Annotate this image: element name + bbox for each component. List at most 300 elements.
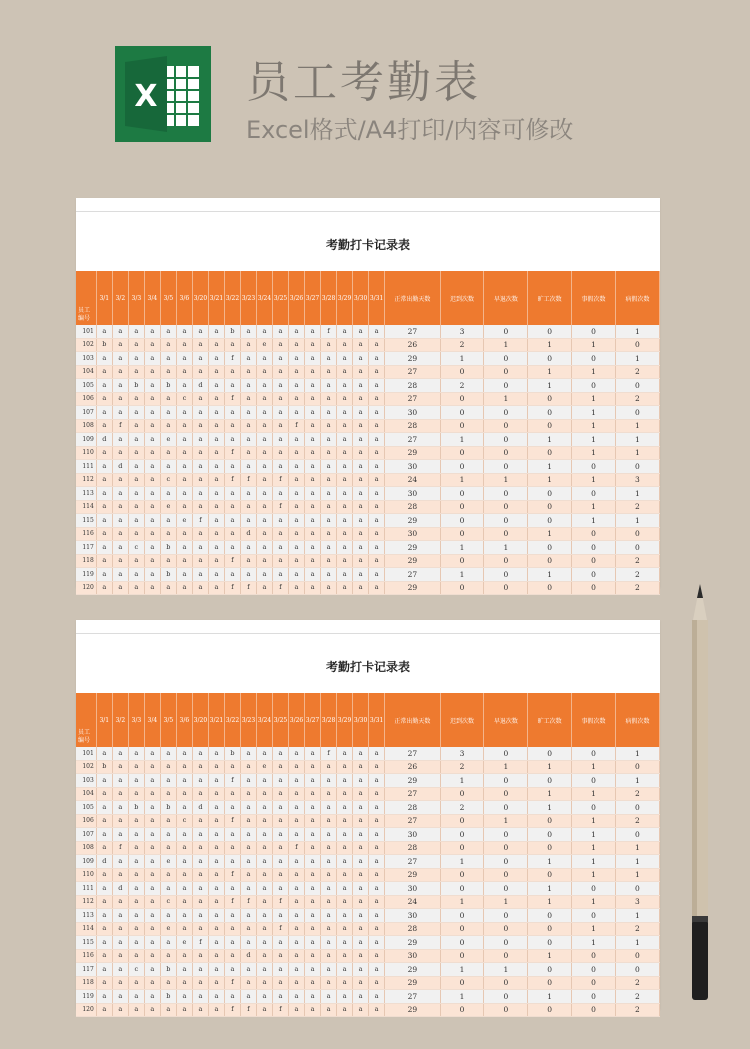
table-row [76, 554, 660, 568]
attendance-mark-cell: a [369, 814, 385, 828]
attendance-mark-cell: a [144, 828, 160, 842]
summary-count-cell: 0 [484, 568, 528, 582]
employee-id-cell: 101 [76, 325, 96, 338]
attendance-mark-cell: a [160, 936, 176, 950]
attendance-mark-cell: a [224, 909, 240, 923]
attendance-mark-cell: a [112, 976, 128, 990]
summary-count-cell: 3 [615, 895, 659, 909]
attendance-mark-cell: a [337, 774, 353, 788]
summary-count-cell: 1 [572, 473, 616, 487]
attendance-mark-cell: a [321, 909, 337, 923]
table-row [76, 747, 660, 760]
employee-id-cell: 117 [76, 541, 96, 555]
page-subtitle: Excel格式/A4打印/内容可修改 [246, 116, 574, 144]
summary-count-cell: 0 [484, 514, 528, 528]
attendance-mark-cell: a [176, 949, 192, 963]
summary-count-cell: 2 [440, 338, 484, 352]
attendance-mark-cell: a [353, 352, 369, 366]
attendance-mark-cell: a [337, 338, 353, 352]
attendance-mark-cell: a [224, 568, 240, 582]
summary-count-cell: 3 [440, 747, 484, 760]
attendance-mark-cell: a [176, 1003, 192, 1017]
attendance-mark-cell: a [272, 828, 288, 842]
summary-count-cell: 27 [385, 855, 441, 869]
attendance-mark-cell: a [305, 747, 321, 760]
header-summary: 事假次数 [572, 271, 616, 325]
attendance-mark-cell: a [144, 419, 160, 433]
employee-id-cell: 102 [76, 338, 96, 352]
summary-count-cell: 1 [528, 760, 572, 774]
attendance-mark-cell: a [160, 909, 176, 923]
attendance-mark-cell: a [353, 568, 369, 582]
attendance-mark-cell: f [288, 841, 304, 855]
attendance-mark-cell: b [224, 325, 240, 338]
summary-count-cell: 27 [385, 392, 441, 406]
table-row [76, 774, 660, 788]
attendance-mark-cell: a [256, 963, 272, 977]
attendance-mark-cell: a [240, 406, 256, 420]
attendance-mark-cell: a [112, 446, 128, 460]
summary-count-cell: 0 [484, 446, 528, 460]
attendance-mark-cell: a [240, 868, 256, 882]
summary-count-cell: 0 [615, 338, 659, 352]
attendance-mark-cell: b [160, 379, 176, 393]
summary-count-cell: 29 [385, 868, 441, 882]
attendance-mark-cell: a [208, 487, 224, 501]
attendance-mark-cell: a [353, 801, 369, 815]
attendance-mark-cell: a [176, 976, 192, 990]
attendance-mark-cell: a [256, 433, 272, 447]
attendance-mark-cell: a [192, 868, 208, 882]
attendance-mark-cell: a [305, 774, 321, 788]
attendance-mark-cell: a [192, 1003, 208, 1017]
attendance-mark-cell: a [272, 814, 288, 828]
attendance-mark-cell: a [176, 868, 192, 882]
attendance-mark-cell: b [160, 990, 176, 1004]
attendance-mark-cell: a [144, 1003, 160, 1017]
attendance-mark-cell: a [288, 325, 304, 338]
summary-count-cell: 2 [440, 379, 484, 393]
summary-count-cell: 1 [572, 446, 616, 460]
summary-count-cell: 1 [572, 895, 616, 909]
attendance-mark-cell: a [353, 554, 369, 568]
attendance-mark-cell: a [337, 841, 353, 855]
header-date: 3/20 [192, 693, 208, 747]
attendance-mark-cell: a [256, 747, 272, 760]
attendance-mark-cell: a [305, 446, 321, 460]
summary-count-cell: 0 [572, 581, 616, 595]
summary-count-cell: 0 [572, 976, 616, 990]
attendance-mark-cell: a [192, 406, 208, 420]
attendance-mark-cell: a [224, 787, 240, 801]
attendance-mark-cell: a [321, 814, 337, 828]
excel-icon [115, 46, 211, 142]
attendance-mark-cell: a [176, 801, 192, 815]
attendance-mark-cell: a [288, 527, 304, 541]
summary-count-cell: 28 [385, 419, 441, 433]
attendance-mark-cell: a [321, 774, 337, 788]
attendance-mark-cell: a [208, 352, 224, 366]
attendance-mark-cell: b [128, 379, 144, 393]
attendance-mark-cell: a [369, 882, 385, 896]
attendance-mark-cell: a [305, 841, 321, 855]
attendance-mark-cell: f [224, 774, 240, 788]
attendance-mark-cell: a [256, 1003, 272, 1017]
attendance-mark-cell: a [369, 446, 385, 460]
summary-count-cell: 0 [440, 922, 484, 936]
summary-count-cell: 2 [615, 568, 659, 582]
pencil-icon [680, 580, 720, 1014]
attendance-mark-cell: a [192, 895, 208, 909]
attendance-mark-cell: a [256, 527, 272, 541]
summary-count-cell: 1 [615, 774, 659, 788]
attendance-mark-cell: a [337, 487, 353, 501]
employee-id-cell: 107 [76, 828, 96, 842]
attendance-mark-cell: f [240, 1003, 256, 1017]
attendance-mark-cell: a [353, 814, 369, 828]
attendance-mark-cell: a [112, 936, 128, 950]
attendance-mark-cell: a [192, 774, 208, 788]
attendance-mark-cell: a [208, 568, 224, 582]
attendance-mark-cell: a [288, 392, 304, 406]
attendance-mark-cell: a [112, 554, 128, 568]
attendance-mark-cell: a [305, 527, 321, 541]
summary-count-cell: 0 [440, 514, 484, 528]
attendance-mark-cell: a [208, 419, 224, 433]
summary-count-cell: 1 [484, 895, 528, 909]
summary-count-cell: 1 [440, 433, 484, 447]
employee-id-cell: 113 [76, 909, 96, 923]
attendance-mark-cell: f [224, 352, 240, 366]
attendance-mark-cell: a [337, 855, 353, 869]
attendance-mark-cell: a [176, 855, 192, 869]
attendance-mark-cell: a [96, 814, 112, 828]
attendance-mark-cell: c [160, 895, 176, 909]
employee-id-cell: 118 [76, 554, 96, 568]
summary-count-cell: 0 [440, 949, 484, 963]
attendance-mark-cell: a [256, 352, 272, 366]
attendance-mark-cell: a [305, 787, 321, 801]
attendance-mark-cell: a [321, 473, 337, 487]
attendance-mark-cell: a [369, 774, 385, 788]
attendance-mark-cell: a [288, 433, 304, 447]
attendance-mark-cell: a [272, 801, 288, 815]
employee-id-cell: 116 [76, 527, 96, 541]
attendance-mark-cell: a [160, 774, 176, 788]
attendance-mark-cell: a [128, 581, 144, 595]
summary-count-cell: 1 [528, 895, 572, 909]
attendance-mark-cell: a [128, 406, 144, 420]
attendance-mark-cell: a [112, 581, 128, 595]
summary-count-cell: 1 [572, 936, 616, 950]
attendance-mark-cell: a [256, 406, 272, 420]
employee-id-cell: 114 [76, 500, 96, 514]
attendance-mark-cell: a [192, 787, 208, 801]
attendance-mark-cell: a [176, 473, 192, 487]
table-row [76, 936, 660, 950]
table-row [76, 990, 660, 1004]
attendance-mark-cell: f [224, 392, 240, 406]
attendance-mark-cell: a [256, 882, 272, 896]
attendance-mark-cell: a [305, 801, 321, 815]
attendance-mark-cell: a [305, 936, 321, 950]
summary-count-cell: 0 [484, 922, 528, 936]
summary-count-cell: 30 [385, 527, 441, 541]
sheet-divider [76, 211, 660, 212]
attendance-mark-cell: a [305, 568, 321, 582]
attendance-mark-cell: a [208, 581, 224, 595]
attendance-mark-cell: a [305, 760, 321, 774]
header-date: 3/5 [160, 693, 176, 747]
attendance-mark-cell: a [144, 963, 160, 977]
summary-count-cell: 26 [385, 338, 441, 352]
attendance-mark-cell: d [240, 527, 256, 541]
summary-count-cell: 0 [484, 828, 528, 842]
summary-count-cell: 0 [615, 949, 659, 963]
attendance-mark-cell: a [288, 460, 304, 474]
summary-count-cell: 2 [615, 365, 659, 379]
attendance-mark-cell: a [176, 882, 192, 896]
attendance-mark-cell: b [128, 801, 144, 815]
attendance-mark-cell: a [337, 747, 353, 760]
attendance-mark-cell: a [353, 882, 369, 896]
attendance-mark-cell: a [240, 760, 256, 774]
attendance-mark-cell: a [353, 760, 369, 774]
attendance-mark-cell: a [305, 581, 321, 595]
attendance-mark-cell: a [112, 774, 128, 788]
attendance-mark-cell: a [224, 419, 240, 433]
attendance-mark-cell: a [144, 554, 160, 568]
attendance-mark-cell: a [96, 392, 112, 406]
attendance-mark-cell: f [240, 473, 256, 487]
summary-count-cell: 1 [528, 473, 572, 487]
summary-count-cell: 27 [385, 365, 441, 379]
header-date: 3/6 [176, 271, 192, 325]
summary-count-cell: 0 [572, 990, 616, 1004]
summary-count-cell: 0 [484, 787, 528, 801]
employee-id-cell: 106 [76, 814, 96, 828]
attendance-mark-cell: a [208, 379, 224, 393]
attendance-mark-cell: a [353, 433, 369, 447]
table-row [76, 514, 660, 528]
summary-count-cell: 1 [528, 568, 572, 582]
summary-count-cell: 0 [440, 487, 484, 501]
summary-count-cell: 1 [484, 760, 528, 774]
summary-count-cell: 1 [440, 774, 484, 788]
attendance-mark-cell: a [337, 895, 353, 909]
attendance-mark-cell: a [369, 514, 385, 528]
summary-count-cell: 0 [572, 963, 616, 977]
attendance-mark-cell: a [240, 909, 256, 923]
summary-count-cell: 1 [572, 814, 616, 828]
table-row [76, 500, 660, 514]
employee-id-cell: 104 [76, 787, 96, 801]
table-row [76, 581, 660, 595]
attendance-mark-cell: f [321, 747, 337, 760]
attendance-mark-cell: a [321, 1003, 337, 1017]
attendance-mark-cell: a [112, 514, 128, 528]
summary-count-cell: 0 [572, 1003, 616, 1017]
employee-id-cell: 114 [76, 922, 96, 936]
summary-count-cell: 30 [385, 949, 441, 963]
attendance-mark-cell: a [288, 406, 304, 420]
attendance-mark-cell: a [112, 527, 128, 541]
attendance-mark-cell: a [112, 433, 128, 447]
attendance-mark-cell: a [353, 922, 369, 936]
attendance-mark-cell: a [256, 976, 272, 990]
attendance-mark-cell: a [240, 500, 256, 514]
attendance-mark-cell: d [96, 433, 112, 447]
attendance-mark-cell: a [160, 365, 176, 379]
employee-id-cell: 112 [76, 473, 96, 487]
employee-id-cell: 115 [76, 936, 96, 950]
attendance-mark-cell: a [96, 514, 112, 528]
attendance-mark-cell: a [337, 581, 353, 595]
attendance-mark-cell: f [240, 581, 256, 595]
attendance-mark-cell: a [96, 406, 112, 420]
attendance-mark-cell: f [192, 514, 208, 528]
summary-count-cell: 0 [572, 568, 616, 582]
attendance-mark-cell: a [176, 787, 192, 801]
attendance-mark-cell: a [128, 895, 144, 909]
sheet-divider [76, 633, 660, 634]
attendance-mark-cell: a [160, 514, 176, 528]
attendance-mark-cell: a [112, 895, 128, 909]
attendance-mark-cell: a [272, 787, 288, 801]
summary-count-cell: 1 [615, 909, 659, 923]
summary-count-cell: 1 [572, 514, 616, 528]
attendance-mark-cell: a [192, 487, 208, 501]
attendance-mark-cell: a [224, 379, 240, 393]
summary-count-cell: 29 [385, 554, 441, 568]
attendance-mark-cell: e [160, 433, 176, 447]
header-date: 3/27 [305, 693, 321, 747]
table-row [76, 760, 660, 774]
attendance-mark-cell: a [353, 936, 369, 950]
table-row [76, 814, 660, 828]
attendance-mark-cell: a [272, 963, 288, 977]
summary-count-cell: 0 [440, 500, 484, 514]
employee-id-cell: 103 [76, 774, 96, 788]
attendance-mark-cell: c [176, 814, 192, 828]
attendance-mark-cell: a [144, 325, 160, 338]
attendance-mark-cell: a [337, 325, 353, 338]
attendance-mark-cell: f [224, 1003, 240, 1017]
attendance-mark-cell: a [96, 747, 112, 760]
summary-count-cell: 0 [484, 936, 528, 950]
attendance-mark-cell: a [353, 406, 369, 420]
attendance-mark-cell: a [240, 568, 256, 582]
attendance-mark-cell: a [321, 801, 337, 815]
attendance-mark-cell: a [256, 828, 272, 842]
attendance-mark-cell: a [176, 338, 192, 352]
summary-count-cell: 1 [615, 352, 659, 366]
attendance-mark-cell: a [288, 990, 304, 1004]
attendance-mark-cell: a [160, 882, 176, 896]
summary-count-cell: 1 [615, 747, 659, 760]
header-summary: 旷工次数 [528, 693, 572, 747]
summary-count-cell: 27 [385, 568, 441, 582]
summary-count-cell: 0 [528, 747, 572, 760]
attendance-mark-cell: d [192, 379, 208, 393]
attendance-mark-cell: a [144, 868, 160, 882]
attendance-mark-cell: a [288, 747, 304, 760]
header-date: 3/22 [224, 271, 240, 325]
attendance-mark-cell: a [144, 936, 160, 950]
attendance-mark-cell: a [321, 500, 337, 514]
attendance-mark-cell: a [288, 473, 304, 487]
attendance-mark-cell: a [305, 379, 321, 393]
table-row [76, 419, 660, 433]
attendance-mark-cell: a [128, 554, 144, 568]
attendance-mark-cell: a [240, 976, 256, 990]
attendance-mark-cell: a [256, 936, 272, 950]
attendance-mark-cell: a [240, 365, 256, 379]
summary-count-cell: 1 [440, 568, 484, 582]
attendance-mark-cell: a [337, 554, 353, 568]
attendance-mark-cell: a [272, 392, 288, 406]
attendance-mark-cell: a [224, 406, 240, 420]
employee-id-cell: 101 [76, 747, 96, 760]
attendance-mark-cell: a [96, 882, 112, 896]
attendance-mark-cell: a [144, 446, 160, 460]
attendance-mark-cell: a [353, 1003, 369, 1017]
attendance-mark-cell: a [112, 1003, 128, 1017]
summary-count-cell: 2 [615, 1003, 659, 1017]
attendance-mark-cell: a [256, 541, 272, 555]
summary-count-cell: 0 [484, 774, 528, 788]
attendance-mark-cell: a [321, 554, 337, 568]
summary-count-cell: 0 [440, 581, 484, 595]
attendance-mark-cell: a [144, 379, 160, 393]
employee-id-cell: 110 [76, 446, 96, 460]
attendance-mark-cell: a [96, 419, 112, 433]
header-date: 3/30 [353, 271, 369, 325]
table-row [76, 392, 660, 406]
table-row [76, 828, 660, 842]
summary-count-cell: 29 [385, 581, 441, 595]
table-row [76, 527, 660, 541]
attendance-mark-cell: a [288, 949, 304, 963]
attendance-mark-cell: a [288, 541, 304, 555]
attendance-mark-cell: a [208, 949, 224, 963]
table-row [76, 868, 660, 882]
table-row [76, 949, 660, 963]
sheet-preview-2 [76, 620, 660, 1015]
attendance-mark-cell: a [192, 882, 208, 896]
summary-count-cell: 0 [572, 747, 616, 760]
table-row [76, 473, 660, 487]
summary-count-cell: 0 [528, 581, 572, 595]
attendance-mark-cell: a [176, 760, 192, 774]
summary-count-cell: 2 [615, 922, 659, 936]
attendance-mark-cell: a [305, 514, 321, 528]
attendance-mark-cell: a [369, 554, 385, 568]
attendance-mark-cell: a [224, 936, 240, 950]
attendance-mark-cell: a [256, 895, 272, 909]
summary-count-cell: 0 [528, 541, 572, 555]
attendance-mark-cell: a [353, 581, 369, 595]
attendance-mark-cell: a [256, 990, 272, 1004]
attendance-mark-cell: a [288, 379, 304, 393]
table-row [76, 325, 660, 338]
attendance-mark-cell: a [288, 963, 304, 977]
attendance-mark-cell: a [96, 841, 112, 855]
attendance-mark-cell: a [337, 500, 353, 514]
attendance-mark-cell: a [256, 487, 272, 501]
attendance-mark-cell: a [256, 446, 272, 460]
attendance-mark-cell: a [321, 419, 337, 433]
